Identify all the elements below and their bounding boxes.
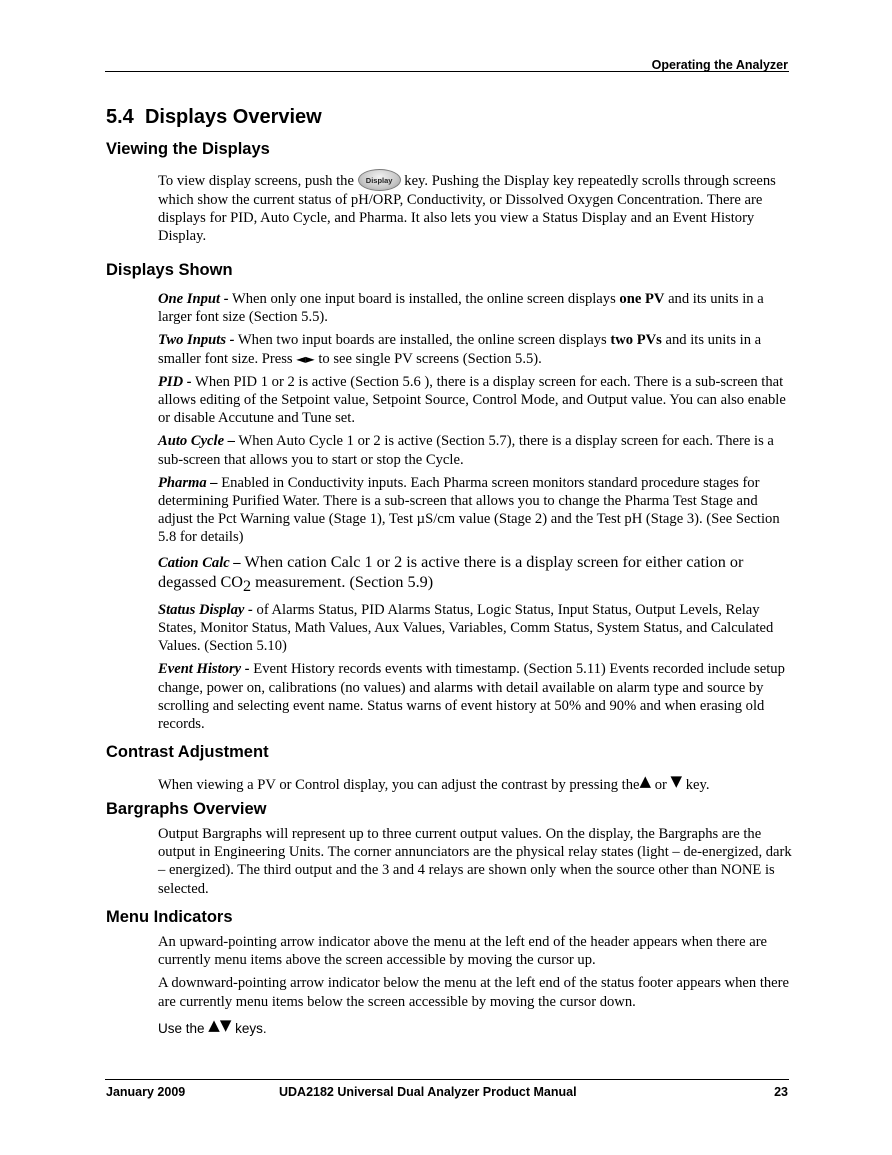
item-pharma: Pharma – Enabled in Conductivity inputs. Each Pharma screen monitors standard procedure stages for determining Purified Water. There is a sub-screen that allows you to change the Pharma Test Stage and adjust the Pct Warning value (Stage 1), Test µS/cm value (Stage 2) and the Test pH (Stage 3). (See Section 5.8 for details) [158,474,780,546]
item-cation-calc: Cation Calc – When cation Calc 1 or 2 is active there is a display screen for either cation or degassed $CO_2$ measurement. (Section 5.9) [158,552,744,595]
bargraphs-paragraph: Output Bargraphs will represent up to three current output values. On the display, the Bargraphs are the output in Engineering Units. The corner annunciators are the physical relay states (light – de-energized, dark – energized). The third output and the 3 and 4 relays are shown only when the source other than NONE is selected. [158,826,792,897]
item-status-display: Status Display - of Alarms Status, PID Alarms Status, Logic Status, Input Status, Output Levels, Relay States, Monitor Status, Math Values, Aux Values, Variables, Comm Status, System Status, and Calculated Values. (Section 5.10) [158,601,774,655]
displays-shown-list [158,290,794,733]
display-key-icon: Display [358,169,401,191]
item-event-history: Event History - Event History records events with timestamp. (Section 5.11) Events recorded include setup change, power on, calibrations (no values) and alarms with detail available on alarm type and source by scrolling and selecting event name. Status warns of event history at 50% and 90% and when erasing old records. [158,661,785,732]
header-rule [105,71,789,72]
heading-viewing-displays: Viewing the Displays [106,140,270,158]
running-header: Operating the Analyzer [651,58,788,72]
section-heading [106,106,322,129]
heading-contrast-adjustment: Contrast Adjustment [106,743,269,761]
menu-use-keys: Use the ▲▼ keys. [158,1015,267,1036]
item-auto-cycle: Auto Cycle – When Auto Cycle 1 or 2 is active (Section 5.7), there is a display screen for each. There is a sub-screen that allows you to start or stop the Cycle. [158,433,774,468]
section-number: 5.4 [106,106,134,128]
section-title: Displays Overview [144,106,322,128]
item-two-inputs: Two Inputs - When two input boards are installed, the online screen displays two PVs and its units in a smaller font size. Press ◄► to see single PV screens (Section 5.5). [158,332,762,367]
item-one-input: One Input - When only one input board is installed, the online screen displays one PV and its units in a larger font size (Section 5.5). [158,291,764,326]
item-pid: PID - When PID 1 or 2 is active (Section 5.6 ), there is a display screen for each. There is a sub-screen that allows editing of the Setpoint value, Setpoint Source, Control Mode, and Output value. You can also enable or disable Accutune and Tune set. [158,373,786,427]
heading-displays-shown: Displays Shown [106,261,233,279]
left-right-arrows-icon: ◄► [296,351,315,366]
viewing-paragraph: To view display screens, push the Display key. Pushing the Display key repeatedly scrolls through screens which show the current status of pH/ORP, Conductivity, or Dissolved Oxygen Concentration. There are displays for PID, Auto Cycle, and Pharma. It also lets you view a Status Display and an Event History Display. [158,169,794,246]
heading-bargraphs-overview: Bargraphs Overview [106,800,267,818]
up-arrow-icon: ▲ [639,772,652,790]
up-down-arrows-icon: ▲▼ [208,1015,232,1034]
footer-date: January 2009 [106,1085,186,1099]
heading-menu-indicators: Menu Indicators [106,908,233,926]
menu-indicators-text [158,933,794,1038]
footer-rule [105,1079,789,1080]
footer-page-number: 23 [774,1085,788,1099]
footer-manual-title: UDA2182 Universal Dual Analyzer Product Manual [279,1085,577,1099]
menu-para-up: An upward-pointing arrow indicator above the menu at the left end of the header appears when there are currently menu items above the screen accessible by moving the cursor up. [158,934,768,969]
menu-para-down: A downward-pointing arrow indicator below the menu at the left end of the status footer appears when there are currently menu items below the screen accessible by moving the cursor down. [158,975,789,1010]
contrast-paragraph: When viewing a PV or Control display, you can adjust the contrast by pressing the▲ or ▼ key. [158,772,710,793]
down-arrow-icon: ▼ [670,772,683,790]
